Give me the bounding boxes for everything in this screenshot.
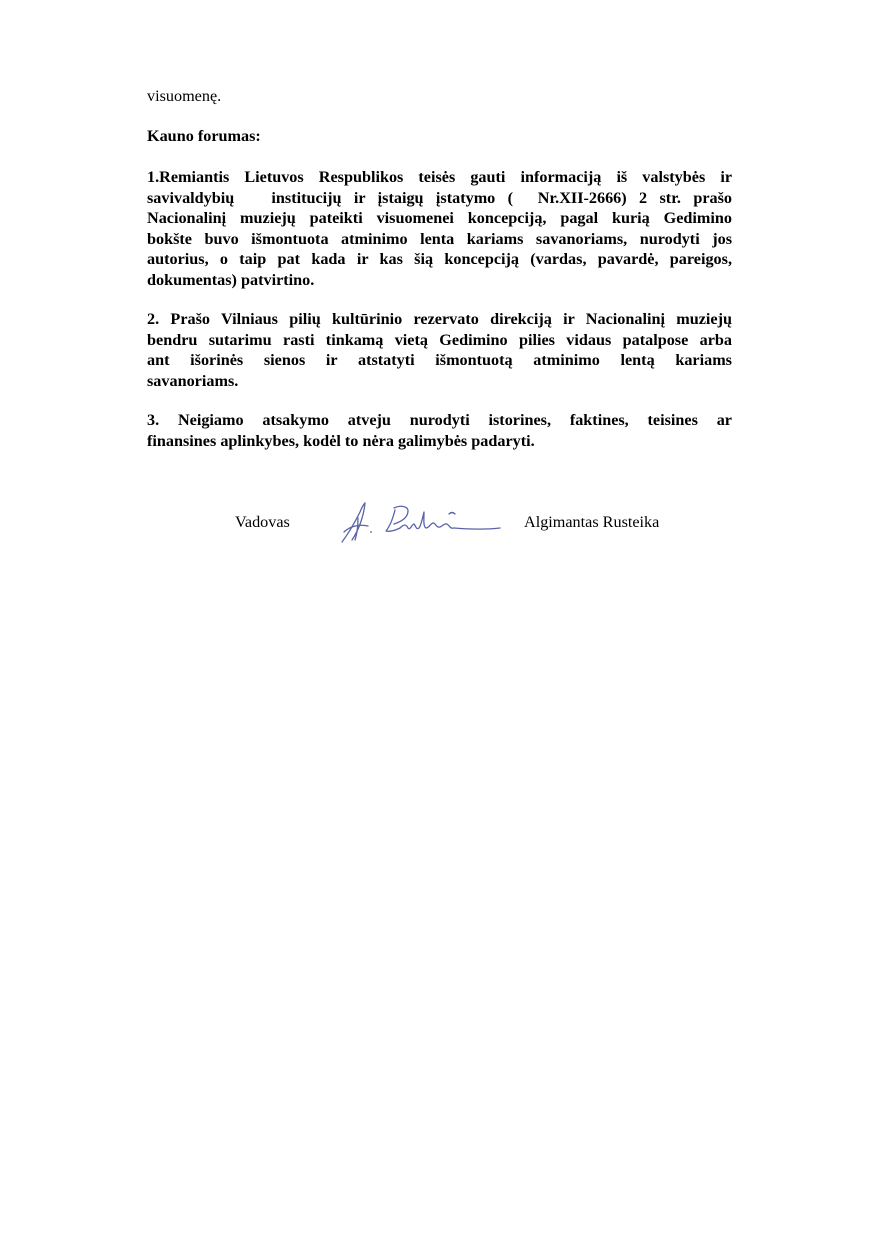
point-2-line: 2. Prašo Vilniaus pilių kultūrinio rezervato direkciją ir Nacionalinį muziejų: [147, 310, 732, 328]
intro-tail-paragraph: [147, 86, 732, 107]
point-1-line: 1.Remiantis Lietuvos Respublikos teisės gauti informaciją iš valstybės ir: [147, 168, 732, 186]
point-2: [147, 309, 732, 391]
point-3-text: [147, 410, 732, 451]
point-2-text: [147, 309, 732, 391]
point-1-line: dokumentas) patvirtino.: [147, 270, 315, 289]
intro-tail-text: visuomenę.: [147, 87, 222, 105]
point-2-line: ant išorinės sienos ir atstatyti išmontuotą atminimo lentą kariams: [147, 351, 732, 369]
signatory-title: Vadovas: [235, 513, 290, 531]
signature-block: [0, 508, 878, 558]
point-2-line: bendru sutarimu rasti tinkamą vietą Gedimino pilies vidaus patalpose arba: [147, 330, 732, 349]
section-heading: [147, 126, 732, 147]
heading-kauno-forumas: Kauno forumas:: [147, 127, 261, 145]
point-3-line: finansines aplinkybes, kodėl to nėra galimybės padaryti.: [147, 431, 535, 450]
point-1-line: savivaldybių institucijų ir įstaigų įstatymo ( Nr.XII-2666) 2 str. prašo: [147, 188, 732, 207]
handwritten-signature-icon: [338, 498, 503, 548]
point-3-line: 3. Neigiamo atsakymo atveju nurodyti istorines, faktines, teisines ar: [147, 411, 732, 429]
point-1-line: Nacionalinį muziejų pateikti visuomenei koncepciją, pagal kurią Gedimino: [147, 209, 732, 227]
point-2-line: savanoriams.: [147, 371, 239, 390]
point-1: [147, 167, 732, 290]
point-3: [147, 410, 732, 451]
point-1-line: bokšte buvo išmontuota atminimo lenta kariams savanoriams, nurodyti jos: [147, 229, 732, 248]
point-1-line: autorius, o taip pat kada ir kas šią koncepciją (vardas, pavardė, pareigos,: [147, 250, 732, 268]
point-1-text: [147, 167, 732, 290]
signatory-name: Algimantas Rusteika: [524, 513, 660, 531]
